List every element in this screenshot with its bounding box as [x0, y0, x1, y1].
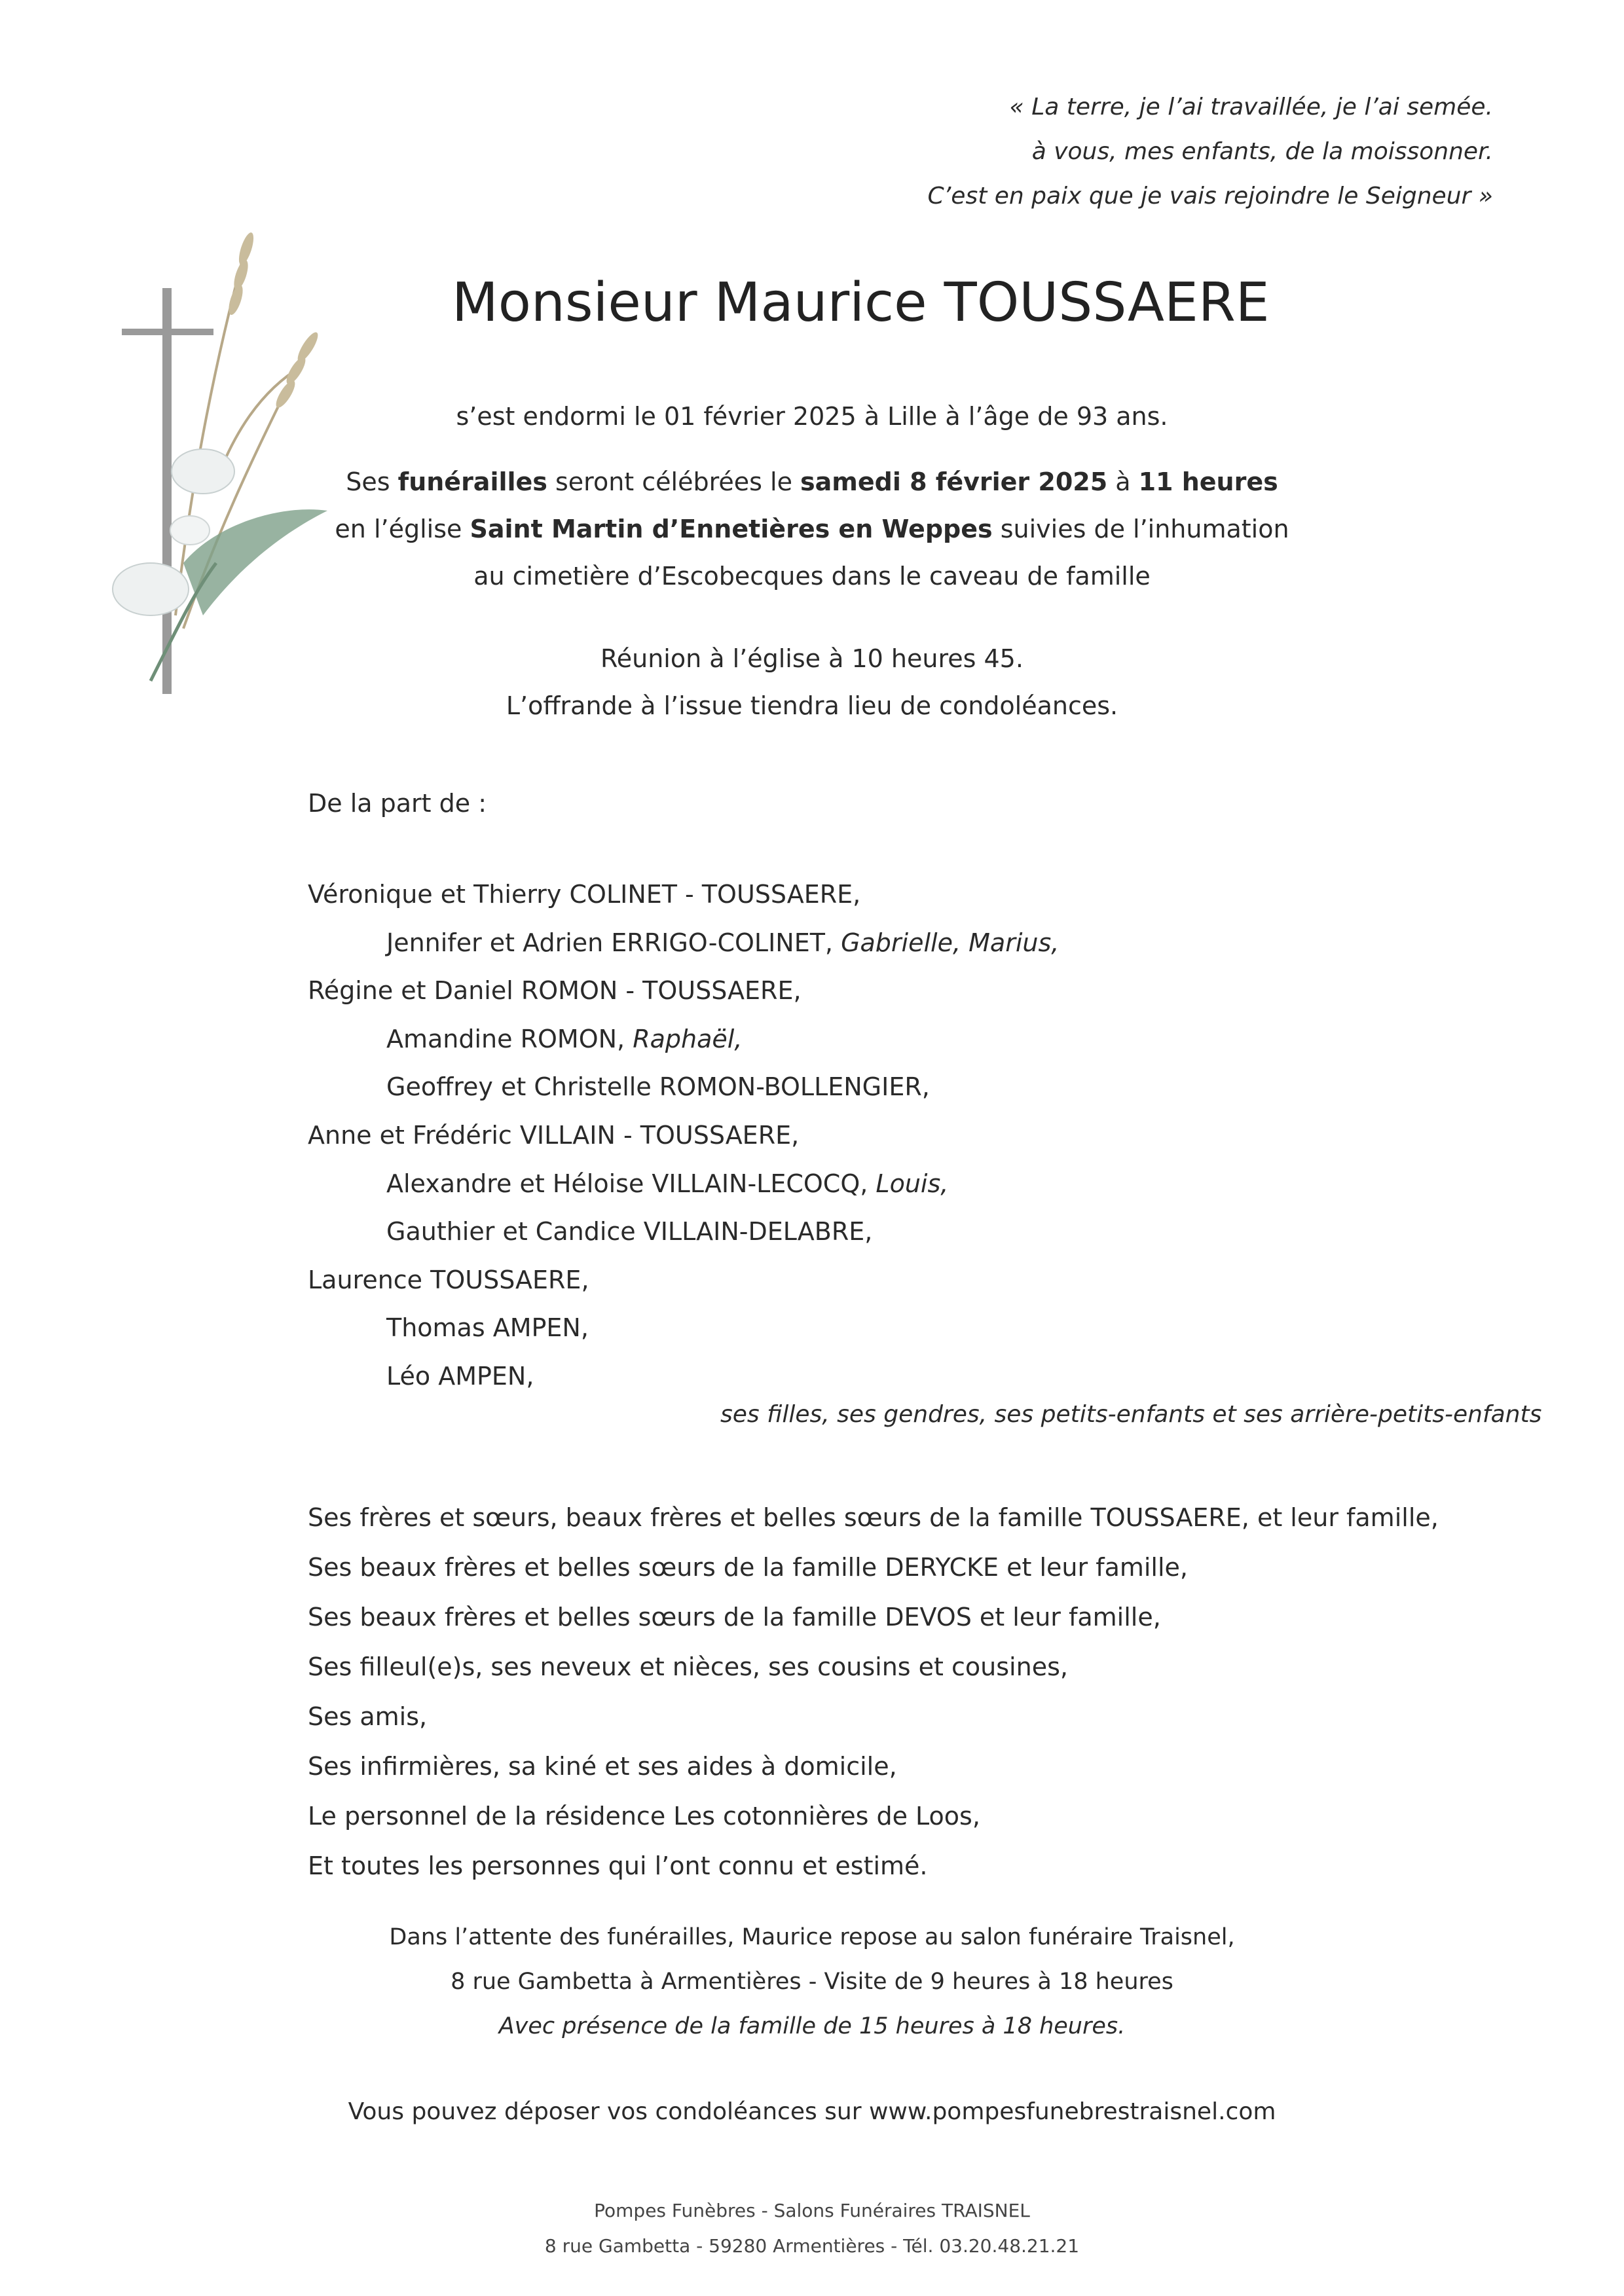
meeting-details: [0, 635, 1624, 729]
funeral-line: Ses funérailles seront célébrées le samedi 8 février 2025 à 11 heures: [346, 467, 1278, 496]
family-member: Laurence TOUSSAERE,: [308, 1265, 589, 1294]
quote-line: C’est en paix que je vais rejoindre le Seigneur »: [927, 183, 1493, 210]
from-label: De la part de :: [308, 789, 487, 818]
visitation-line: Dans l’attente des funérailles, Maurice repose au salon funéraire Traisnel,: [389, 1924, 1235, 1950]
mourner-line: Le personnel de la résidence Les cotonnières de Loos,: [308, 1802, 980, 1831]
funeral-home-name: Pompes Funèbres - Salons Funéraires TRAISNEL: [594, 2200, 1030, 2221]
death-announcement: s’est endormi le 01 février 2025 à Lille à l’âge de 93 ans.: [456, 402, 1168, 431]
funeral-home-address: 8 rue Gambetta - 59280 Armentières - Tél. 03.20.48.21.21: [544, 2235, 1080, 2257]
meeting-line: Réunion à l’église à 10 heures 45.: [600, 644, 1024, 673]
family-member: Léo AMPEN,: [386, 1361, 534, 1391]
mourner-line: Ses beaux frères et belles sœurs de la famille DERYCKE et leur famille,: [308, 1553, 1189, 1582]
funeral-details: [0, 458, 1624, 600]
other-mourners-list: [308, 1493, 1439, 1891]
quote-line: à vous, mes enfants, de la moissonner.: [1031, 138, 1493, 165]
family-member: Thomas AMPEN,: [386, 1313, 589, 1343]
mourner-line: Ses infirmières, sa kiné et ses aides à domicile,: [308, 1752, 897, 1781]
family-member: Véronique et Thierry COLINET - TOUSSAERE,: [308, 880, 861, 909]
family-member: Gauthier et Candice VILLAIN-DELABRE,: [386, 1217, 873, 1247]
mourner-line: Ses beaux frères et belles sœurs de la famille DEVOS et leur famille,: [308, 1603, 1161, 1631]
quote-line: « La terre, je l’ai travaillée, je l’ai semée.: [1009, 94, 1493, 120]
family-member: Alexandre et Héloise VILLAIN-LECOCQ, Louis,: [386, 1169, 949, 1198]
mourner-line: Ses filleul(e)s, ses neveux et nièces, ses cousins et cousines,: [308, 1652, 1068, 1681]
family-presence: Avec présence de la famille de 15 heures à 18 heures.: [498, 2013, 1126, 2039]
mourner-line: Ses amis,: [308, 1702, 428, 1731]
funeral-home-footer: [0, 2193, 1624, 2264]
offering-line: L’offrande à l’issue tiendra lieu de condoléances.: [506, 691, 1118, 720]
deceased-name: Monsieur Maurice TOUSSAERE: [452, 272, 1270, 334]
cemetery-line: au cimetière d’Escobecques dans le caveau de famille: [473, 562, 1151, 591]
family-member: Régine et Daniel ROMON - TOUSSAERE,: [308, 976, 802, 1006]
family-member: Anne et Frédéric VILLAIN - TOUSSAERE,: [308, 1120, 800, 1150]
visitation-hours: 8 rue Gambetta à Armentières - Visite de 9 heures à 18 heures: [451, 1969, 1173, 1995]
family-member: Amandine ROMON, Raphaël,: [386, 1024, 743, 1053]
mourner-line: Et toutes les personnes qui l’ont connu et estimé.: [308, 1851, 928, 1880]
mourner-line: Ses frères et sœurs, beaux frères et belles sœurs de la famille TOUSSAERE, et leur famille,: [308, 1503, 1439, 1532]
family-member: Jennifer et Adrien ERRIGO-COLINET, Gabrielle, Marius,: [386, 928, 1060, 957]
family-role-caption: ses filles, ses gendres, ses petits-enfants et ses arrière-petits-enfants: [720, 1401, 1542, 1428]
family-member: Geoffrey et Christelle ROMON-BOLLENGIER,: [386, 1072, 930, 1102]
condolences-website: Vous pouvez déposer vos condoléances sur www.pompesfunebrestraisnel.com: [348, 2098, 1276, 2125]
family-list: [308, 871, 1059, 1401]
epigraph-quote: [928, 85, 1493, 219]
church-line: en l’église Saint Martin d’Ennetières en Weppes suivies de l’inhumation: [335, 515, 1289, 543]
visitation-details: [0, 1915, 1624, 2049]
